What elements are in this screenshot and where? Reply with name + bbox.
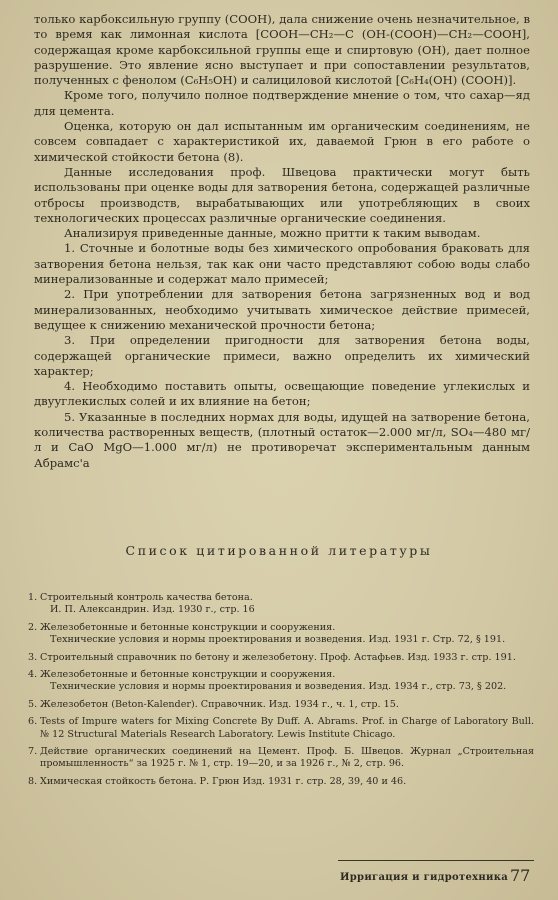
- paragraph: Кроме того, получило полное подтверждение мнение о том, что сахар—яд для цемента.: [34, 88, 530, 118]
- conclusion-item: 2. При употреблении для затворения бетона загрязненных вод и вод минерализованных, необходимо учитывать химическое действие примесей, ведущее к снижению механической прочности бетона;: [34, 287, 530, 332]
- reference-title: Железобетонные и бетонные конструкции и сооружения.: [40, 621, 336, 633]
- reference-detail: Технические условия и нормы проектирования и возведения. Изд. 1934 г., стр. 73, § 202.: [50, 681, 507, 693]
- reference-title: Железобетонные и бетонные конструкции и сооружения.: [40, 669, 336, 681]
- references-heading: Список цитированной литературы: [125, 543, 433, 558]
- reference-item: [28, 669, 534, 694]
- reference-number: 6.: [28, 716, 38, 728]
- reference-detail: И. П. Александрин. Изд. 1930 г., стр. 16: [50, 604, 255, 616]
- references-list: [28, 592, 534, 793]
- paragraph: Данные исследования проф. Швецова практически могут быть использованы при оценке воды для затворения бетона, содержащей различные отбросы производств, вырабатывающих или употребляющих в своих технологических процессах различные органические соединения.: [34, 164, 530, 225]
- reference-item: [28, 699, 534, 711]
- reference-item: [28, 716, 534, 741]
- reference-number: 2.: [28, 621, 38, 633]
- reference-item: [28, 622, 534, 647]
- conclusion-item: 1. Сточные и болотные воды без химического опробования браковать для затворения бетона нельзя, так как они часто представляют собою воды слабо минерализованные и содержат мало примесей;: [34, 241, 530, 287]
- reference-title: Химическая стойкость бетона. Р. Грюн Изд. 1931 г. стр. 28, 39, 40 и 46.: [40, 775, 407, 787]
- page-number: 77: [510, 866, 531, 885]
- reference-detail: Технические условия и нормы проектирования и возведения. Изд. 1931 г. Стр. 72, § 191.: [50, 634, 506, 646]
- reference-item: [28, 776, 534, 788]
- reference-item: [28, 652, 534, 664]
- reference-number: 1.: [28, 592, 38, 603]
- conclusion-item: 3. При определении пригодности для затворения бетона воды, содержащей органические примеси, важно определить их химический характер;: [34, 333, 530, 378]
- paragraph: только карбоксильную группу (COOH), дала снижение очень незначительное, в то время как лимонная кислота [COOH—CH₂—C (OH-(COOH)—CH₂—COOH], содержащая кроме карбоксильной группы еще и спиртовую (OH), дает полное разрушение. Это явление ясно выступает и при сопоставлении результатов, полученных с фенолом (C₆H₅OH) и салициловой кислотой [C₆H₄(OH) (COOH)].: [34, 12, 530, 88]
- footer-rule: [338, 860, 534, 861]
- reference-item: [28, 746, 534, 771]
- reference-title: Железобетон (Beton-Kalender). Справочник. Изд. 1934 г., ч. 1, стр. 15.: [40, 698, 399, 710]
- body-text: [34, 12, 530, 471]
- reference-title: Строительный контроль качества бетона.: [40, 592, 253, 603]
- paragraph: Оценка, которую он дал испытанным им органическим соединениям, не совсем совпадает с характеристикой их, даваемой Грюн в его работе о химической стойкости бетона (8).: [34, 119, 530, 164]
- reference-number: 4.: [28, 669, 38, 681]
- reference-number: 8.: [28, 775, 38, 787]
- reference-item: [28, 592, 534, 617]
- reference-number: 7.: [28, 746, 38, 758]
- conclusion-item: 4. Необходимо поставить опыты, освещающие поведение углекислых и двууглекислых солей и их влияние на бетон;: [34, 379, 530, 409]
- reference-number: 3.: [28, 651, 38, 663]
- reference-title: Действие органических соединений на Цемент. Проф. Б. Швецов. Журнал „Строительная промышленность“ за 1925 г. № 1, стр. 19—20, и за 1926 г., № 2, стр. 96.: [40, 746, 534, 770]
- conclusion-item: 5. Указанные в последних нормах для воды, идущей на затворение бетона, количества растворенных веществ, (плотный остаток—2.000 мг/л, SO₄—480 мг/л и CaO MgO—1.000 мг/л) не противоречат экспериментальным данным Абрамс'а: [34, 409, 530, 470]
- reference-title: Tests of Impure waters for Mixing Concrete By Duff. A. Abrams. Prof. in Charge of Laboratory Bull. № 12 Structural Materials Research Laboratory. Lewis Institute Chicago.: [40, 716, 534, 740]
- reference-title: Строительный справочник по бетону и железобетону. Проф. Астафьев. Изд. 1933 г. стр. 191.: [40, 651, 516, 663]
- paragraph: Анализируя приведенные данные, можно притти к таким выводам.: [64, 226, 481, 241]
- journal-title: Ирригация и гидротехника: [340, 872, 509, 883]
- reference-number: 5.: [28, 698, 38, 710]
